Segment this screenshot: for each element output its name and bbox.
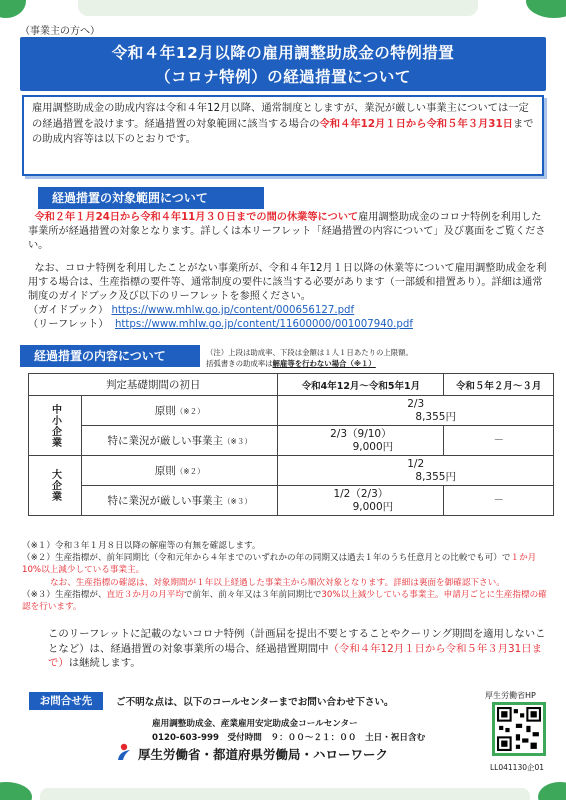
- top-decoration: [0, 0, 566, 22]
- table-row: [29, 486, 554, 516]
- qr-label: 厚生労働省HP: [485, 691, 536, 700]
- rate: 1/2: [407, 457, 425, 470]
- row-label-principle: [82, 456, 278, 486]
- table-row: [29, 426, 554, 456]
- footnote-2-text: （※２）生産指標が、前年同期比（令和元年から４年までのいずれかの年の同期又は過去１年のうち任意月との比較でも可）で: [22, 553, 511, 564]
- contact-tag: お問合せ先: [29, 692, 103, 710]
- row-label-severe: [82, 486, 278, 516]
- qr-code-icon: [497, 707, 541, 751]
- footnote-3: [22, 589, 552, 613]
- intro-box: [22, 95, 544, 176]
- closing-text: このリーフレットに記載のないコロナ特例（計画届を提出不要とすることやクーリング期間を適用しないことなど）は、経過措置の対象事業所の場合、経過措置期間中: [48, 628, 546, 655]
- guidebook-label: （ガイドブック）: [28, 305, 109, 316]
- leaflet-label: （リーフレット）: [28, 319, 109, 330]
- cell-sme-severe: [278, 426, 444, 456]
- footnote-2: [22, 552, 552, 576]
- severe-label: 特に業況が厳しい事業主: [107, 435, 224, 447]
- scope-note-text: なお、コロナ特例を利用したことがない事業所が、令和４年12月１日以降の休業等について雇用調整助成金を利用する場合は、生産指標の要件等、通常制度の要件に該当する必要があります（一部緩和措置あり）。詳細は通常制度のガイドブック及び以下のリーフレットを参照ください。: [28, 263, 547, 302]
- header-period-1: 令和4年12月～令和5年1月: [278, 374, 444, 396]
- call-center-name: 雇用調整助成金、産業雇用安定助成金コールセンター: [152, 719, 358, 729]
- group-sme: 中小企業: [29, 396, 82, 456]
- page-title: [20, 37, 546, 91]
- title-line-1: 令和４年12月以降の雇用調整助成金の特例措置: [111, 44, 455, 62]
- principle-label: 原則: [154, 405, 176, 417]
- intro-highlight: 令和４年12月１日から令和５年３月31日: [319, 117, 513, 130]
- closing-text-end: は継続します。: [68, 657, 141, 669]
- organization-name: 厚生労働省・都道府県労働局・ハローワーク: [138, 747, 389, 762]
- amount: 8,355円: [415, 410, 456, 423]
- amount: 9,000円: [352, 500, 394, 513]
- amount: 9,000円: [352, 440, 394, 453]
- scope-text: 雇用調整助成金のコロナ特例を利用した事業所が経過措置の対象となります。詳しくは本リーフレット「経過措置の内容について」及び裏面をご覧ください。: [28, 212, 546, 251]
- measures-table: [28, 373, 554, 516]
- header-period-2: 令和５年２月～３月: [444, 374, 554, 396]
- footnote-3-text: （※３）生産指標が、: [22, 589, 107, 600]
- cell-sme-severe-later: －: [444, 426, 554, 456]
- cell-large-severe: [278, 486, 444, 516]
- footnote-2-highlight: １か月10%以上減少している事業主。: [22, 553, 537, 576]
- principle-note: （※２）: [175, 467, 205, 476]
- rate: 2/3: [407, 397, 425, 410]
- cell-sme-principle: [278, 396, 554, 426]
- rate: 1/2（2/3）: [333, 487, 389, 500]
- severe-label: 特に業況が厳しい事業主: [107, 495, 224, 507]
- guidebook-link[interactable]: https://www.mhlw.go.jp/content/000656127.pdf: [111, 305, 355, 316]
- footnote-2-detail: なお、生産指標の確認は、対象期間が１年以上経過した事業主から順次対象となります。詳細は裏面を御確認下さい。: [50, 577, 505, 588]
- table-header-row: [29, 374, 554, 396]
- table-row: [29, 396, 554, 426]
- severe-note: （※３）: [223, 497, 252, 506]
- footnote-1: （※１）令和３年１月８日以降の解雇等の有無を確認します。: [22, 541, 261, 551]
- section-heading-content: 経過措置の内容について: [20, 345, 200, 367]
- header-base-period: 判定基礎期間の初日: [29, 374, 278, 396]
- title-line-2: （コロナ特例）の経過措置について: [155, 68, 411, 86]
- leaflet-link[interactable]: https://www.mhlw.go.jp/content/11600000/001007940.pdf: [114, 319, 413, 330]
- green-circle-decoration: [0, 0, 26, 18]
- audience-label: （事業主の方へ）: [20, 26, 100, 37]
- scope-note-paragraph: [28, 262, 548, 332]
- call-center-phone[interactable]: 0120-603-999 受付時間 ９：００～２１：００ 土日・祝日含む: [152, 733, 426, 743]
- table-note-line-1: （注）上段は助成率、下段は金額は１人１日あたりの上限額。: [206, 348, 413, 357]
- intro-text: 雇用調整助成金の助成内容は令和４年12月以降、通常制度としますが、業況が厳しい事業主については一定の経過措置を設けます。経過措置の対象範囲に該当する場合の: [32, 102, 529, 130]
- cell-large-severe-later: －: [444, 486, 554, 516]
- top-bar-decoration: [78, 0, 478, 16]
- row-label-severe: [82, 426, 278, 456]
- severe-note: （※３）: [223, 437, 252, 446]
- green-circle-decoration: [526, 0, 566, 18]
- section-heading-scope: 経過措置の対象範囲について: [38, 187, 264, 209]
- closing-highlight: （令和４年12月１日から令和５年３月31日まで）: [48, 642, 543, 669]
- bottom-decoration: [0, 778, 566, 800]
- principle-label: 原則: [154, 465, 176, 477]
- table-row: [29, 456, 554, 486]
- row-label-principle: [82, 396, 278, 426]
- footnote-3-highlight-2: 30%以上減少している事業主。申請月ごとに生産指標の確認を行います。: [22, 589, 547, 613]
- table-note-underline: 解雇等を行わない場合（※１）: [272, 359, 376, 368]
- mhlw-logo-icon: [116, 742, 132, 762]
- qr-code-icon[interactable]: [492, 702, 546, 756]
- document-code: LL041130企01: [490, 763, 545, 772]
- bottom-bar-decoration: [40, 788, 530, 800]
- principle-note: （※２）: [175, 407, 205, 416]
- green-circle-decoration: [538, 782, 566, 800]
- intro-text-end: までの助成内容等は以下のとおりです。: [32, 117, 534, 145]
- table-note-text: 括弧書きの助成率は: [206, 359, 273, 368]
- scope-paragraph: [28, 211, 548, 253]
- scope-period: 令和２年１月24日から令和４年11月３０日までの間の休業等について: [34, 212, 359, 223]
- footnote-3-mid: で前年、前々年又は３年前同期比で: [183, 589, 322, 600]
- group-large: 大企業: [29, 456, 82, 516]
- amount: 8,355円: [415, 470, 456, 483]
- cell-large-principle: [278, 456, 554, 486]
- footnote-3-highlight: 直近３か月の月平均: [106, 589, 184, 600]
- contact-lead: ご不明な点は、以下のコールセンターまでお問い合わせ下さい。: [116, 697, 394, 708]
- table-note: [206, 347, 546, 369]
- green-circle-decoration: [0, 782, 32, 800]
- rate: 2/3（9/10）: [330, 427, 392, 440]
- closing-paragraph: [48, 627, 548, 671]
- footnotes: [22, 540, 552, 613]
- table-note-line-2: [206, 358, 546, 369]
